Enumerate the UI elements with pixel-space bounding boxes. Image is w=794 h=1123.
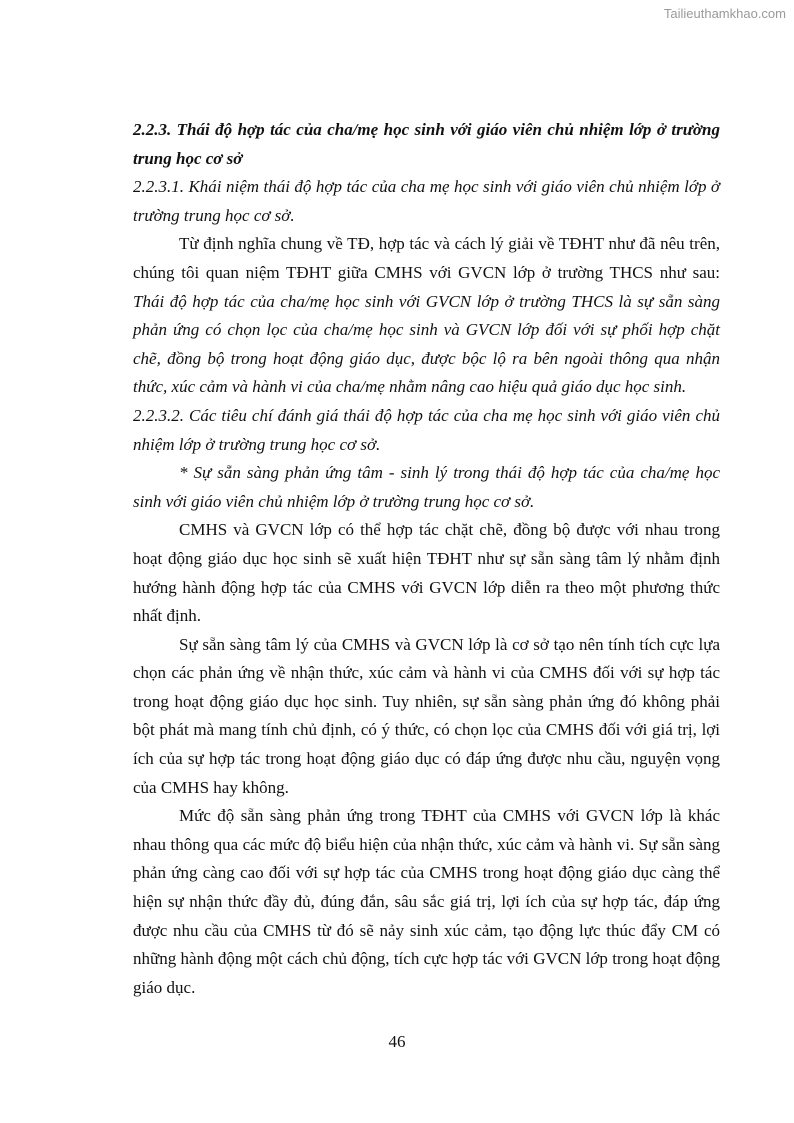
paragraph-4: Mức độ sẵn sàng phản ứng trong TĐHT của CMHS với GVCN lớp là khác nhau thông qua các mức độ biểu hiện của nhận thức, xúc cảm và hành vi. Sự sẵn sàng phản ứng càng cao đối với sự hợp tác của CMHS trong hoạt động giáo dục càng thể hiện sự nhận thức đầy đủ, đúng đắn, sâu sắc giá trị, lợi ích của sự hợp tác, đáp ứng được nhu cầu của CMHS từ đó sẽ nảy sinh xúc cảm, tạo động lực thúc đẩy CM có những hành động một cách chủ động, tích cực hợp tác với GVCN lớp trong hoạt động giáo dục. [133, 806, 720, 997]
criterion-heading: * Sự sẵn sàng phản ứng tâm - sinh lý trong thái độ hợp tác của cha/mẹ học sinh với giáo viên chủ nhiệm lớp ở trường trung học cơ sở. [133, 463, 720, 511]
section-heading: 2.2.3. Thái độ hợp tác của cha/mẹ học sinh với giáo viên chủ nhiệm lớp ở trường trung học cơ sở [133, 120, 720, 168]
paragraph-3: Sự sẵn sàng tâm lý của CMHS và GVCN lớp là cơ sở tạo nên tính tích cực lựa chọn các phản ứng về nhận thức, xúc cảm và hành vi của CMHS đối với sự hợp tác trong hoạt động giáo dục học sinh. Tuy nhiên, sự sẵn sàng phản ứng đó không phải bột phát mà mang tính chủ định, có ý thức, có chọn lọc của CMHS đối với giá trị, lợi ích của sự hợp tác trong hoạt động giáo dục có đáp ứng được nhu cầu, nguyện vọng của CMHS hay không. [133, 634, 720, 797]
definition-intro: Từ định nghĩa chung về TĐ, hợp tác và cách lý giải về TĐHT như đã nêu trên, chúng tôi quan niệm TĐHT giữa CMHS với GVCN lớp ở trường THCS như sau: [133, 234, 720, 282]
subsection-heading-1: 2.2.3.1. Khái niệm thái độ hợp tác của cha mẹ học sinh với giáo viên chủ nhiệm lớp ở trường trung học cơ sở. [133, 177, 720, 225]
paragraph-2: CMHS và GVCN lớp có thể hợp tác chặt chẽ, đồng bộ được với nhau trong hoạt động giáo dục học sinh sẽ xuất hiện TĐHT như sự sẵn sàng tâm lý nhằm định hướng hành động hợp tác của CMHS với GVCN lớp diễn ra theo một phương thức nhất định. [133, 520, 720, 626]
subsection-heading-2: 2.2.3.2. Các tiêu chí đánh giá thái độ hợp tác của cha mẹ học sinh với giáo viên chủ nhiệm lớp ở trường trung học cơ sở. [133, 405, 720, 454]
paragraph-definition [133, 230, 720, 402]
page-number: 46 [388, 1032, 406, 1051]
watermark: Tailieuthamkhao.com [663, 6, 786, 21]
document-body [133, 116, 720, 1002]
definition-text: Thái độ hợp tác của cha/mẹ học sinh với GVCN lớp ở trường THCS là sự sẵn sàng phản ứng có chọn lọc của cha/mẹ học sinh và GVCN lớp đối với sự phối hợp chặt chẽ, đồng bộ trong hoạt động giáo dục, được bộc lộ ra bên ngoài thông qua nhận thức, xúc cảm và hành vi của cha/mẹ nhằm nâng cao hiệu quả giáo dục học sinh. [133, 291, 720, 397]
